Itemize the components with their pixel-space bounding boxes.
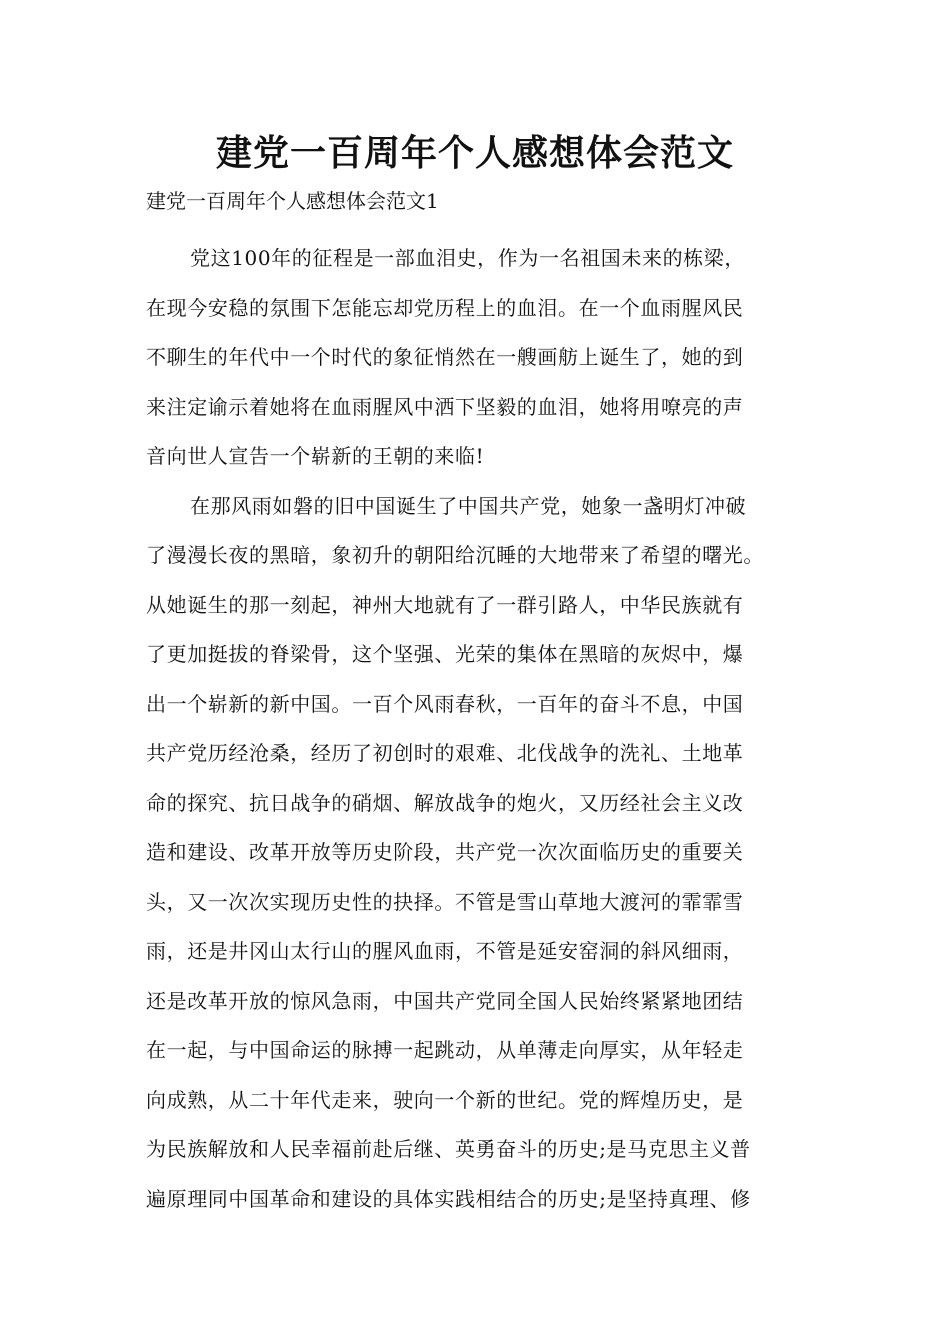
- text-line: 了漫漫长夜的黑暗，象初升的朝阳给沉睡的大地带来了希望的曙光。: [146, 543, 764, 567]
- text-line: 向成熟，从二十年代走来，驶向一个新的世纪。党的辉煌历史，是: [146, 1087, 744, 1112]
- text-line: 不聊生的年代中一个时代的象征悄然在一艘画舫上诞生了，她的到: [146, 345, 744, 369]
- text-line: 雨，还是井冈山太行山的腥风血雨，不管是延安窑洞的斜风细雨，: [146, 939, 744, 963]
- text-line: 为民族解放和人民幸福前赴后继、英勇奋斗的历史;是马克思主义普: [146, 1137, 751, 1161]
- paragraph-1: [146, 234, 818, 482]
- text-line: 头，又一次次实现历史性的抉择。不管是雪山草地大渡河的霏霏雪: [146, 889, 744, 914]
- text-line: 党这100年的征程是一部血泪史，作为一名祖国未来的栋梁，: [190, 246, 745, 270]
- text-line: 共产党历经沧桑，经历了初创时的艰难、北伐战争的洗礼、土地革: [146, 741, 744, 765]
- paragraph-2: [146, 482, 818, 1225]
- text-line: 还是改革开放的惊风急雨，中国共产党同全国人民始终紧紧地团结: [146, 988, 744, 1013]
- text-line: 了更加挺拔的脊梁骨，这个坚强、光荣的集体在黑暗的灰烬中，爆: [146, 642, 744, 666]
- text-line: 造和建设、改革开放等历史阶段，共产党一次次面临历史的重要关: [146, 840, 744, 864]
- text-line: 出一个崭新的新中国。一百个风雨春秋，一百年的奋斗不息，中国: [146, 691, 744, 716]
- text-line: 在一起，与中国命运的脉搏一起跳动，从单薄走向厚实，从年轻走: [146, 1038, 744, 1062]
- text-line: 遍原理同中国革命和建设的具体实践相结合的历史;是坚持真理、修: [146, 1186, 751, 1211]
- text-line: 在现今安稳的氛围下怎能忘却党历程上的血泪。在一个血雨腥风民: [146, 295, 744, 320]
- text-line: 从她诞生的那一刻起，神州大地就有了一群引路人，中华民族就有: [146, 592, 744, 617]
- text-line: 音向世人宣告一个崭新的王朝的来临!: [146, 444, 485, 468]
- text-line: 来注定谕示着她将在血雨腥风中洒下坚毅的血泪，她将用嘹亮的声: [146, 394, 744, 419]
- text-line: 命的探究、抗日战争的硝烟、解放战争的炮火，又历经社会主义改: [146, 790, 744, 815]
- document-body: [146, 234, 818, 1224]
- document-title: 建党一百周年个人感想体会范文: [215, 133, 734, 174]
- text-line: 在那风雨如磐的旧中国诞生了中国共产党，她象一盏明灯冲破: [190, 493, 747, 518]
- section-heading: 建党一百周年个人感想体会范文1: [146, 189, 439, 213]
